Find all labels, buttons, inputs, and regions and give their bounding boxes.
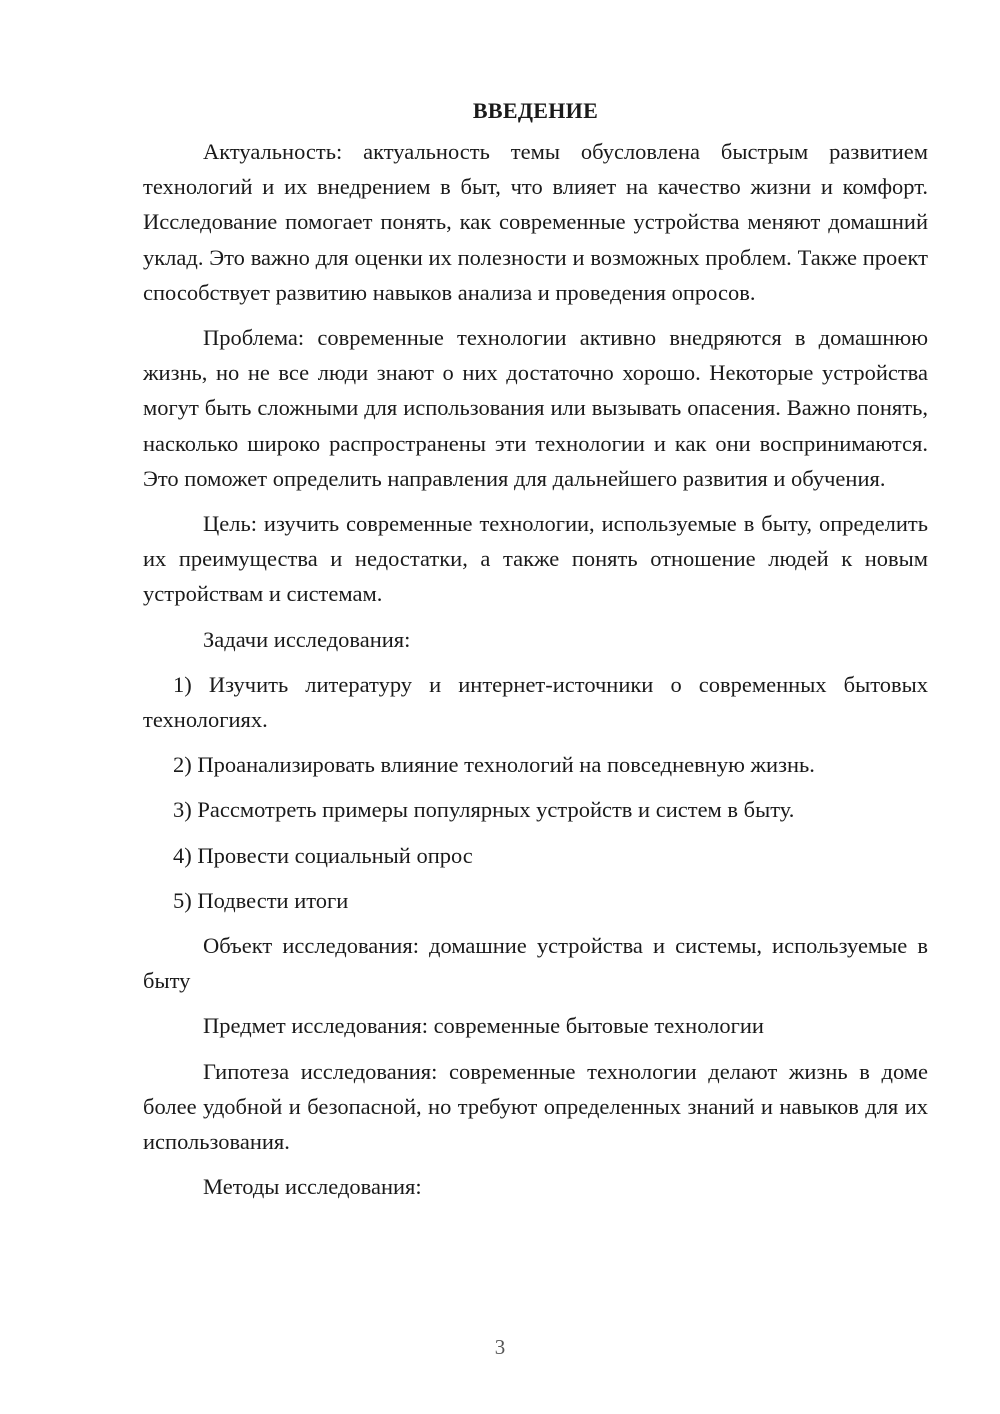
page-heading: ВВЕДЕНИЕ <box>472 98 599 123</box>
problem-paragraph: Проблема: современные технологии активно внедряются в домашнюю жизнь, но не все люди знают о них достаточно хорошо. Некоторые устройства могут быть сложными для использования или вызывать опасения. Важно понять, насколько широко распространены эти технологии и как они воспринимаются. Это поможет определить направления для дальнейшего развития и обучения. <box>143 325 928 491</box>
task-item-1: 1) Изучить литературу и интернет-источники о современных бытовых технологиях. <box>143 671 928 733</box>
task-item-3: 3) Рассмотреть примеры популярных устройств и систем в быту. <box>173 797 795 823</box>
task-item-4: 4) Провести социальный опрос <box>173 842 473 868</box>
goal-paragraph: Цель: изучить современные технологии, используемые в быту, определить их преимущества и недостатки, а также понять отношение людей к новым устройствам и системам. <box>143 511 928 607</box>
methods-title: Методы исследования: <box>203 1174 422 1200</box>
task-item-2: 2) Проанализировать влияние технологий на повседневную жизнь. <box>173 752 815 778</box>
object-paragraph: Объект исследования: домашние устройства и системы, используемые в быту <box>143 933 928 994</box>
page-content <box>143 98 928 1214</box>
hypothesis-paragraph: Гипотеза исследования: современные технологии делают жизнь в доме более удобной и безопасной, но требуют определенных знаний и навыков для их использования. <box>143 1058 928 1155</box>
page-number: 3 <box>494 1335 506 1359</box>
subject-paragraph: Предмет исследования: современные бытовые технологии <box>203 1013 764 1039</box>
tasks-title: Задачи исследования: <box>203 626 411 652</box>
relevance-paragraph: Актуальность: актуальность темы обусловлена быстрым развитием технологий и их внедрением в быт, что влияет на качество жизни и комфорт. Исследование помогает понять, как современные устройства меняют домашний уклад. Это важно для оценки их полезности и возможных проблем. Также проект способствует развитию навыков анализа и проведения опросов. <box>143 139 928 305</box>
task-item-5: 5) Подвести итоги <box>173 887 349 913</box>
